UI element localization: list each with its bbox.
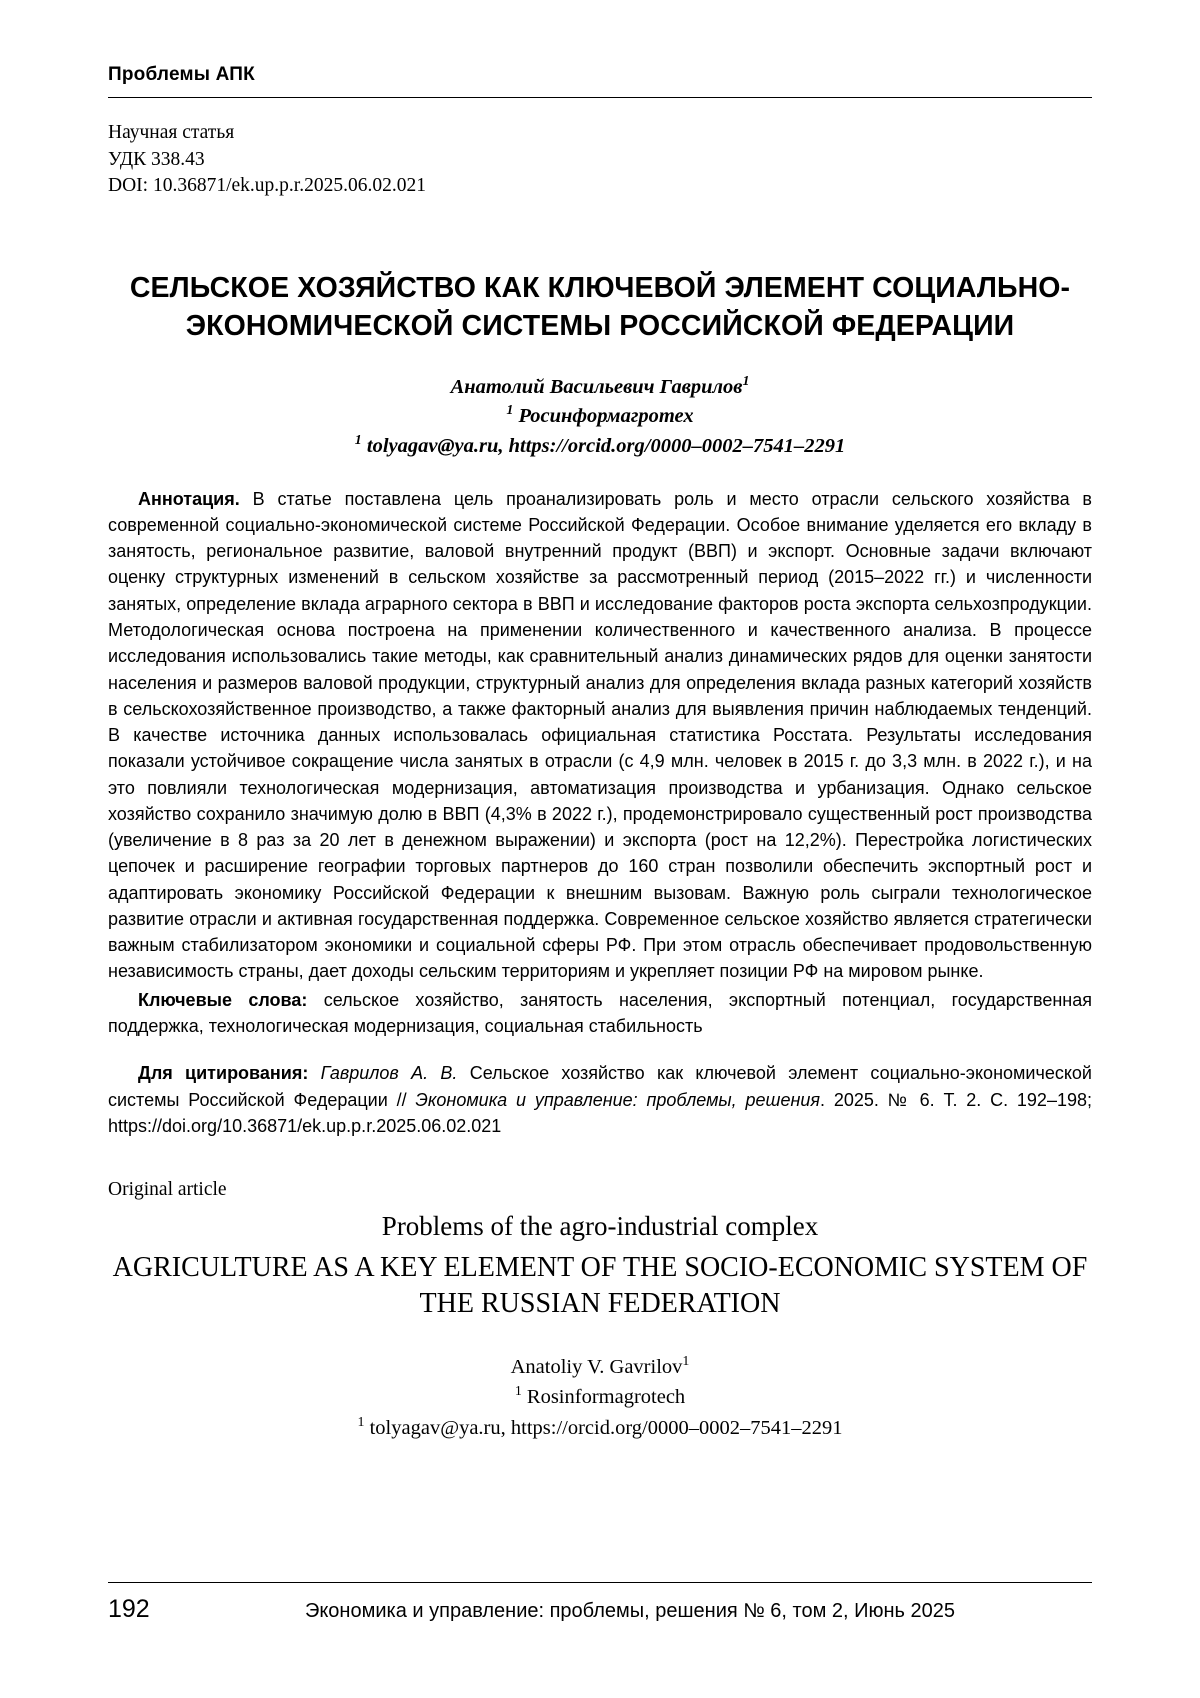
keywords-text: сельское хозяйство, занятость населения, экспортный потенциал, государственная поддержка, технологическая модернизация, социальная стабильность: [108, 989, 1092, 1036]
citation-label: Для цитирования:: [138, 1063, 309, 1084]
footer-divider: [108, 1582, 1092, 1583]
author-affiliation-marker-en: 1: [682, 1353, 690, 1369]
contact-text-en[interactable]: tolyagav@ya.ru, https://orcid.org/0000–0002–7541–2291: [369, 1417, 843, 1440]
author-contact-ru: [108, 432, 1092, 461]
citation-text-1: Сельское хозяйство как ключевой элемент социально-экономической системы Российской Федерации //: [108, 1063, 1092, 1110]
citation-author: Гаврилов А. В.: [320, 1063, 458, 1084]
doi-code: DOI: 10.36871/ek.up.p.r.2025.06.02.021: [108, 175, 426, 197]
udk-code: УДК 338.43: [108, 148, 205, 170]
contact-marker-en: 1: [357, 1415, 365, 1431]
keywords-label: Ключевые слова:: [138, 989, 308, 1010]
keywords-section: [108, 987, 1092, 1040]
header-divider: [108, 97, 1092, 98]
author-affiliation-en: [108, 1382, 1092, 1413]
author-name-en: [108, 1352, 1092, 1383]
footer-journal-line: Экономика и управление: проблемы, решения № 6, том 2, Июнь 2025: [304, 1600, 956, 1622]
keywords-paragraph: [108, 987, 1092, 1040]
original-article-label: Original article: [108, 1179, 227, 1201]
article-type: Научная статья: [108, 122, 235, 143]
page-footer: [108, 1582, 1092, 1624]
affiliation-marker-en: 1: [514, 1384, 522, 1400]
abstract-text: В статье поставлена цель проанализировать роль и место отрасли сельского хозяйства в современной социально-экономической системе Российской Федерации. Особое внимание уделяется его вкладу в занятость, региональное развитие, валовой внутренний продукт (ВВП) и экспорт. Основные задачи включают оценку структурных изменений в сельском хозяйстве за рассмотренный период (2015–2022 гг.) и численности занятых, определение вклада аграрного сектора в ВВП и исследование факторов роста экспорта сельхозпродукции. Методологическая основа построена на применении количественного и качественного анализа. В процессе исследования использовались такие методы, как сравнительный анализ динамических рядов для оценки занятости населения и размеров валовой продукции, структурный анализ для определения вклада разных категорий хозяйств в сельскохозяйственное производство, а также факторный анализ для выявления причин наблюдаемых тенденций. В качестве источника данных использовалась официальная статистика Росстата. Результаты исследования показали устойчивое сокращение числа занятых в отрасли (с 4,9 млн. человек в 2015 г. до 3,3 млн. в 2022 г.), и на это повлияли технологическая модернизация, автоматизация производства и урбанизация. Однако сельское хозяйство сохранило значимую долю в ВВП (4,3% в 2022 г.), продемонстрировало существенный рост производства (увеличение в 8 раз за 20 лет в денежном выражении) и экспорта (рост на 12,2%). Перестройка логистических цепочек и расширение географии торговых партнеров до 160 стран позволили обеспечить экспортный рост и адаптировать экономику Российской Федерации к внешним вызовам. Важную роль сыграли технологическое развитие отрасли и активная государственная поддержка. Современное сельское хозяйство является стратегически важным стабилизатором экономики и социальной сферы РФ. При этом отрасль обеспечивает продовольственную независимость страны, дает доходы сельским территориям и укрепляет позиции РФ на мировом рынке.: [108, 488, 1092, 982]
author-name-ru: [108, 373, 1092, 402]
page-title: СЕЛЬСКОЕ ХОЗЯЙСТВО КАК КЛЮЧЕВОЙ ЭЛЕМЕНТ СОЦИАЛЬНО-ЭКОНОМИЧЕСКОЙ СИСТЕМЫ РОССИЙСКОЙ ФЕДЕРАЦИИ: [129, 272, 1071, 342]
affiliation-text-en: Rosinformagrotech: [526, 1386, 686, 1409]
author-affiliation-ru: [108, 402, 1092, 431]
author-name-en-text: Anatoliy V. Gavrilov: [510, 1355, 683, 1378]
author-name-ru-text: Анатолий Васильевич Гаврилов: [450, 376, 743, 399]
author-affiliation-marker: 1: [742, 374, 750, 390]
title-block: [108, 270, 1092, 345]
authors-en: [108, 1352, 1092, 1444]
authors-ru: [108, 373, 1092, 460]
author-contact-en: [108, 1413, 1092, 1444]
abstract-paragraph: [108, 486, 1092, 985]
abstract-section: [108, 486, 1092, 985]
running-head: Проблемы АПК: [108, 64, 255, 85]
english-block: [108, 1179, 1092, 1444]
contact-text-ru[interactable]: tolyagav@ya.ru, https://orcid.org/0000–0002–7541–2291: [366, 434, 846, 457]
citation-paragraph: [108, 1060, 1092, 1139]
english-title: AGRICULTURE AS A KEY ELEMENT OF THE SOCIO-ECONOMIC SYSTEM OF THE RUSSIAN FEDERATION: [112, 1252, 1088, 1319]
affiliation-marker: 1: [506, 403, 514, 419]
contact-marker: 1: [354, 432, 362, 448]
citation-text-2: . 2025. № 6. Т. 2. С. 192–198; https://doi.org/10.36871/ek.up.p.r.2025.06.02.021: [108, 1089, 1092, 1136]
citation-journal: Экономика и управление: проблемы, решения: [415, 1089, 820, 1110]
english-section-title: Problems of the agro-industrial complex: [381, 1211, 819, 1242]
citation-section: [108, 1060, 1092, 1139]
affiliation-text-ru: Росинформагротех: [518, 405, 694, 428]
page-number: 192: [108, 1595, 150, 1623]
abstract-label: Аннотация.: [138, 488, 240, 509]
article-meta: [108, 120, 1092, 200]
